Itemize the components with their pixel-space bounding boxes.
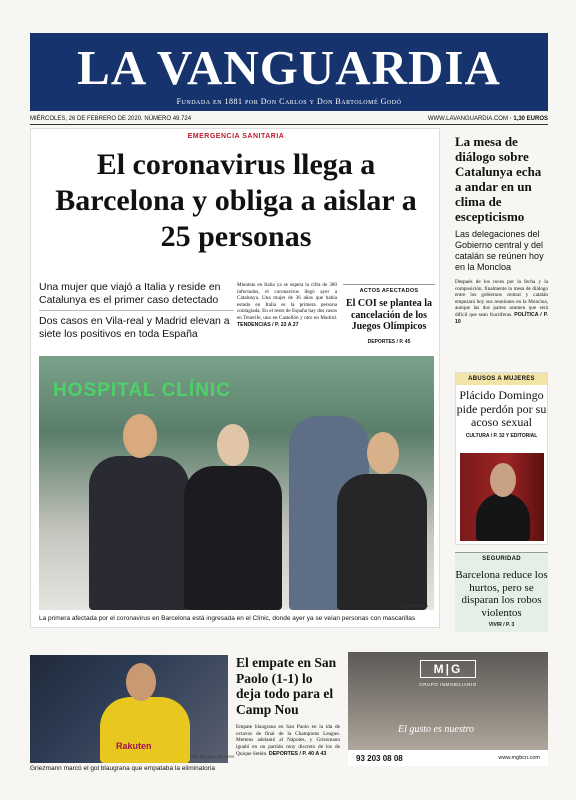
- lead-headline: El coronavirus llega a Barcelona y obliga a aislar a 25 personas: [55, 148, 417, 253]
- ad-phone: 93 203 08 08: [356, 753, 403, 763]
- olympics-headline: El COI se plantea la cancelación de los Juegos Olímpicos: [345, 298, 433, 332]
- domingo-box: [455, 372, 548, 545]
- ad-group-label: GRUPO INMOBILIARIO: [419, 682, 477, 687]
- sports-caption: Griezmann marcó el gol blaugrana que empataba la eliminatoria: [30, 765, 215, 772]
- person-head: [490, 463, 516, 497]
- person-head: [367, 432, 399, 474]
- shirt-sponsor: Rakuten: [116, 741, 152, 751]
- lead-subhead-2: Dos casos en Vila-real y Madrid elevan a siete los positivos en toda España: [39, 315, 230, 340]
- lead-body-text: Mientras en Italia ya se supera la cifra de 300 infectados, el coronavirus llegó ayer a Catalunya. Una mujer de 36 años que había estado en Italia es la primera persona contagiada. En el resto de España hay dos casos en Tenerife, uno en Castellón y otro en Madrid.: [237, 282, 337, 321]
- newspaper-title: LA VANGUARDIA: [77, 40, 501, 95]
- price: 1,30 EUROS: [513, 116, 548, 122]
- dateline: MIÉRCOLES, 26 DE FEBRERO DE 2020. NÚMERO 49.724 WWW.LAVANGUARDIA.COM · 1,30 EUROS: [30, 116, 548, 125]
- olympics-box: [343, 284, 435, 345]
- mg-logo: M|G: [420, 660, 476, 678]
- divider: [39, 310, 234, 311]
- dialogue-subhead: Las delegaciones del Gobierno central y del catalán se reúnen hoy en la Moncloa: [455, 229, 544, 272]
- dialogue-ref: POLÍTICA / P. 10: [455, 311, 548, 325]
- person-head: [123, 414, 157, 458]
- sports-body-text: Empate blaugrana en San Paolo en la ida de octavos de final de la Champions League. Mertens adelantó al Nápoles, y Griezmann igualó en un partido muy discreto de los de Quique Setién.: [236, 724, 340, 757]
- lead-kicker: EMERGENCIA SANITARIA: [187, 133, 285, 140]
- griezmann-photo: [30, 655, 228, 763]
- security-box: [455, 552, 548, 632]
- lead-story: [30, 128, 440, 628]
- dialogue-body: [455, 279, 548, 325]
- lead-body: [237, 282, 337, 328]
- masthead-tagline: Fundada en 1881 por Don Carlos y Don Bartolomé Godó: [176, 97, 402, 106]
- person-figure: [476, 493, 530, 541]
- masthead: [30, 33, 548, 111]
- lead-body-ref: TENDENCIAS / P. 22 A 27: [237, 321, 299, 328]
- sports-body: [236, 724, 340, 758]
- ad-slogan: El gusto es nuestro: [398, 724, 475, 735]
- security-kicker: SEGURIDAD: [482, 556, 521, 562]
- dialogue-story: [455, 128, 548, 325]
- dialogue-body-text: Después de los roces por la fecha y la composición, finalmente la mesa de diálogo entre los gobiernos central y catalán empezará hoy sus reuniones en la Moncloa, aunque las dos partes asumen que será difícil que sean fructíferas.: [455, 279, 548, 318]
- person-figure: [89, 456, 189, 610]
- lead-subhead-1: Una mujer que viajó a Italia y reside en Catalunya es el primer caso detectado: [39, 281, 221, 306]
- ad-footer: [348, 750, 548, 766]
- player-head: [126, 663, 156, 701]
- photo-credit: MANÉ ESPINOSA: [394, 603, 428, 608]
- security-ref: VIVIR / P. 3: [488, 622, 515, 628]
- hospital-sign: HOSPITAL CLÍNIC: [53, 380, 231, 401]
- mg-advertisement[interactable]: [348, 652, 548, 766]
- player-figure: [100, 697, 190, 763]
- person-figure: [184, 466, 282, 610]
- olympics-ref: DEPORTES / P. 45: [367, 338, 411, 345]
- domingo-kicker: ABUSOS A MUJERES: [456, 373, 547, 385]
- security-headline: Barcelona reduce los hurtos, pero se disparan los robos violentos: [455, 569, 548, 619]
- sports-headline: El empate en San Paolo (1-1) lo deja todo para el Camp Nou: [236, 655, 337, 717]
- website-url: WWW.LAVANGUARDIA.COM: [427, 116, 508, 122]
- sports-photo-credit: CIRO DE LUCA / REUTERS: [190, 755, 235, 759]
- person-head: [217, 424, 249, 466]
- domingo-photo: [460, 453, 544, 541]
- ad-url[interactable]: www.mgbcn.com: [498, 755, 540, 761]
- olympics-kicker: ACTOS AFECTADOS: [359, 288, 419, 294]
- person-figure: [337, 474, 427, 610]
- hospital-photo: [39, 356, 434, 610]
- domingo-ref: CULTURA / P. 32 Y EDITORIAL: [465, 432, 538, 439]
- issue-date: MIÉRCOLES, 26 DE FEBRERO DE 2020. NÚMERO 49.724: [30, 116, 192, 122]
- domingo-headline: Plácido Domingo pide perdón por su acoso sexual: [456, 388, 547, 429]
- photo-caption: La primera afectada por el coronavirus en Barcelona está ingresada en el Clínic, donde ayer ya se veían personas con mascarillas: [39, 615, 416, 622]
- sports-ref: DEPORTES / P. 40 A 43: [268, 750, 327, 757]
- dialogue-headline: La mesa de diálogo sobre Catalunya echa a andar en un clima de escepticismo: [455, 134, 542, 224]
